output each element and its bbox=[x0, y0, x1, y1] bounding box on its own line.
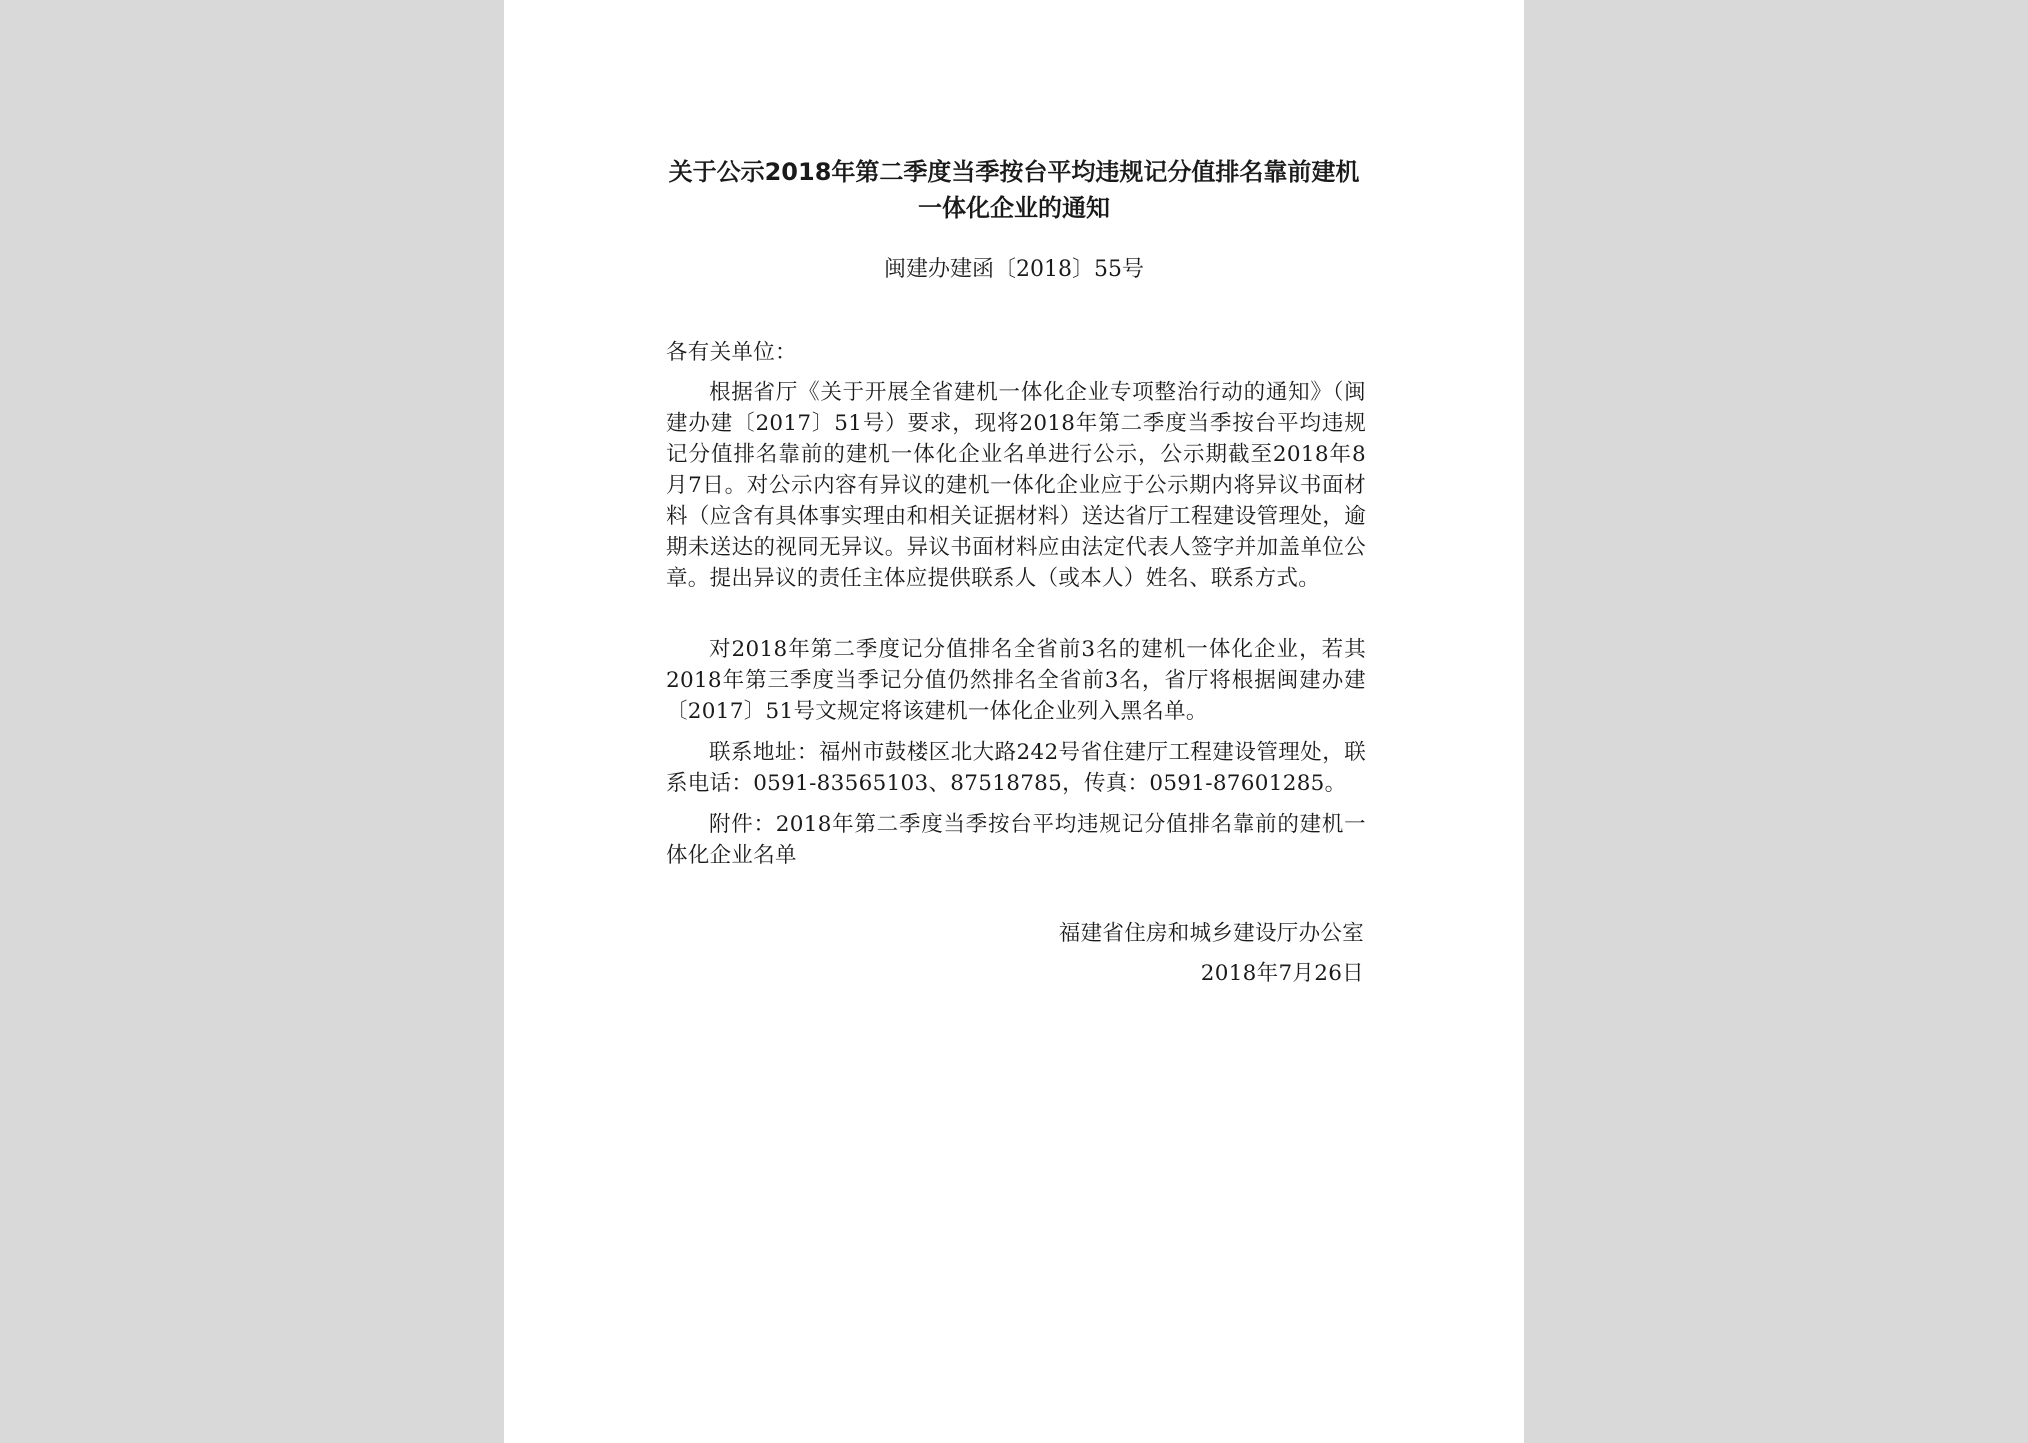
document-number: 闽建办建函〔2018〕55号 bbox=[884, 257, 1144, 282]
paragraph-notice-body: 根据省厅《关于开展全省建机一体化企业专项整治行动的通知》（闽建办建〔2017〕51号）要求，现将2018年第二季度当季按台平均违规记分值排名靠前的建机一体化企业名单进行公示，公示期截至2018年8月7日。对公示内容有异议的建机一体化企业应于公示期内将异议书面材料（应含有具体事实理由和相关证据材料）送达省厅工程建设管理处，逾期未送达的视同无异议。异议书面材料应由法定代表人签字并加盖单位公章。提出异议的责任主体应提供联系人（或本人）姓名、联系方式。 bbox=[666, 380, 1366, 591]
paragraph-attachment: 附件：2018年第二季度当季按台平均违规记分值排名靠前的建机一体化企业名单 bbox=[666, 812, 1366, 868]
salutation: 各有关单位： bbox=[666, 340, 797, 365]
signature-date: 2018年7月26日 bbox=[1200, 961, 1364, 986]
document-title-line-2: 一体化企业的通知 bbox=[918, 194, 1110, 222]
document-page bbox=[504, 0, 1524, 1443]
document-title-line-1: 关于公示2018年第二季度当季按台平均违规记分值排名靠前建机 bbox=[668, 158, 1360, 186]
signature-organization: 福建省住房和城乡建设厅办公室 bbox=[1058, 921, 1364, 946]
paragraph-blacklist-rule: 对2018年第二季度记分值排名全省前3名的建机一体化企业，若其2018年第三季度当季记分值仍然排名全省前3名，省厅将根据闽建办建〔2017〕51号文规定将该建机一体化企业列入黑名单。 bbox=[666, 637, 1366, 724]
paragraph-contact-info: 联系地址：福州市鼓楼区北大路242号省住建厅工程建设管理处，联系电话：0591-83565103、87518785，传真：0591-87601285。 bbox=[666, 740, 1366, 796]
